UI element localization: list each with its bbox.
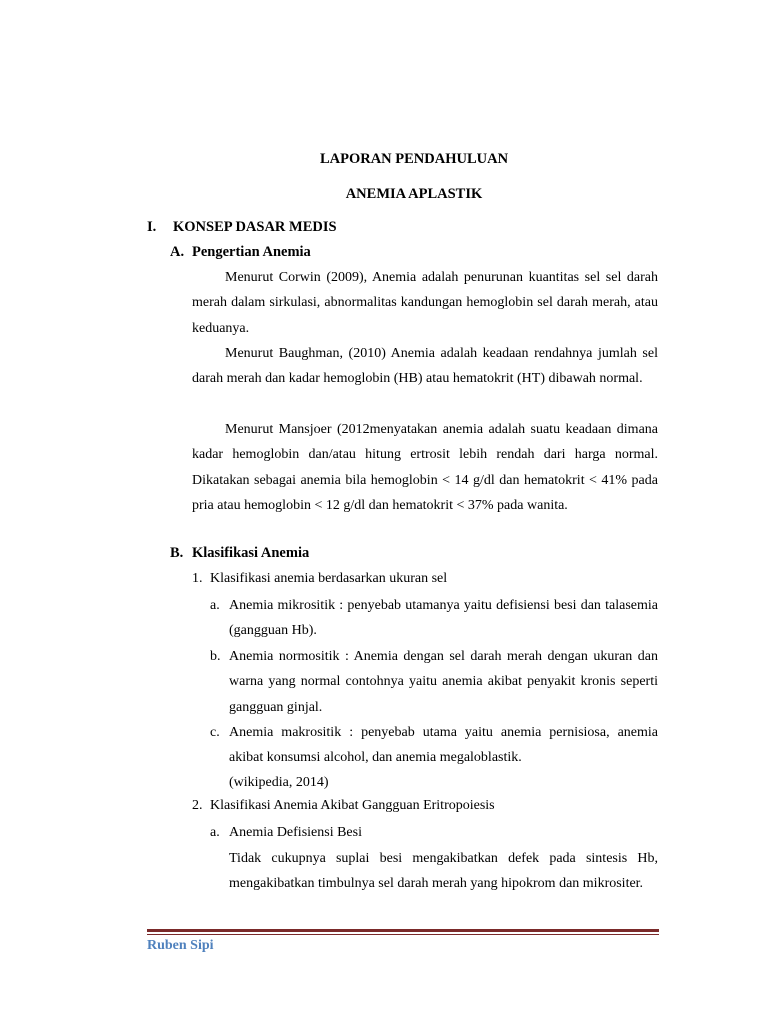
sublist-item-2a (210, 820, 658, 845)
paragraph-corwin: Menurut Corwin (2009), Anemia adalah penurunan kuantitas sel sel darah merah dalam sirkulasi, abnormalitas kandungan hemoglobin sel darah merah, atau keduanya. (192, 270, 658, 336)
sublist-item-b (210, 644, 658, 720)
section-title: KONSEP DASAR MEDIS (173, 219, 337, 235)
sublist-letter: c. (210, 725, 220, 740)
section-number: I. (147, 219, 157, 235)
sublist-item-c (210, 720, 658, 771)
list-item-2 (192, 798, 495, 814)
list-item-title: Klasifikasi Anemia Akibat Gangguan Eritropoiesis (210, 798, 495, 813)
paragraph-defisiensi-besi: Tidak cukupnya suplai besi mengakibatkan defek pada sintesis Hb, mengakibatkan timbulnya sel darah merah yang hipokrom dan mikrositer. (229, 851, 658, 892)
sublist-item-a (210, 593, 658, 644)
sublist-letter: b. (210, 649, 221, 664)
paragraph-baughman: Menurut Baughman, (2010) Anemia adalah keadaan rendahnya jumlah sel darah merah dan kadar hemoglobin (HB) atau hematokrit (HT) dibawah normal. (192, 346, 658, 387)
list-item-title: Klasifikasi anemia berdasarkan ukuran sel (210, 571, 448, 586)
sublist-letter: a. (210, 598, 220, 613)
sublist-text: Anemia makrositik : penyebab utama yaitu anemia pernisiosa, anemia akibat konsumsi alcohol, dan anemia megaloblastik. (229, 725, 658, 766)
paragraph-mansjoer: Menurut Mansjoer (2012menyatakan anemia adalah suatu keadaan dimana kadar hemoglobin dan/atau hitung ertrosit lebih rendah dari harga normal. Dikatakan sebagai anemia bila hemoglobin < 14 g/dl dan hematokrit < 41% pada pria atau hemoglobin < 12 g/dl dan hematokrit < 37% pada wanita. (192, 422, 658, 513)
sublist-text: Anemia mikrositik : penyebab utamanya yaitu defisiensi besi dan talasemia (gangguan Hb). (229, 598, 658, 639)
list-item-1 (192, 571, 447, 587)
subsection-heading-a (170, 244, 311, 261)
footer-author: Ruben Sipi (147, 938, 214, 953)
sublist-letter: a. (210, 825, 220, 840)
list-number: 2. (192, 798, 203, 813)
subsection-title: Pengertian Anemia (192, 244, 311, 260)
list-number: 1. (192, 571, 203, 586)
document-title: LAPORAN PENDAHULUAN (319, 151, 509, 167)
sublist-title: Anemia Defisiensi Besi (229, 825, 362, 840)
sublist-text: Anemia normositik : Anemia dengan sel darah merah dengan ukuran dan warna yang normal contohnya yaitu anemia akibat penyakit kronis seperti gangguan ginjal. (229, 649, 658, 715)
citation: (wikipedia, 2014) (229, 775, 329, 790)
subsection-number: B. (170, 545, 184, 561)
subsection-heading-b (170, 545, 309, 562)
subsection-number: A. (170, 244, 185, 260)
document-subtitle: ANEMIA APLASTIK (345, 186, 483, 202)
section-heading-1 (147, 219, 337, 236)
footer-divider-thin (147, 934, 659, 935)
subsection-title: Klasifikasi Anemia (192, 545, 310, 561)
footer-divider (147, 929, 659, 932)
